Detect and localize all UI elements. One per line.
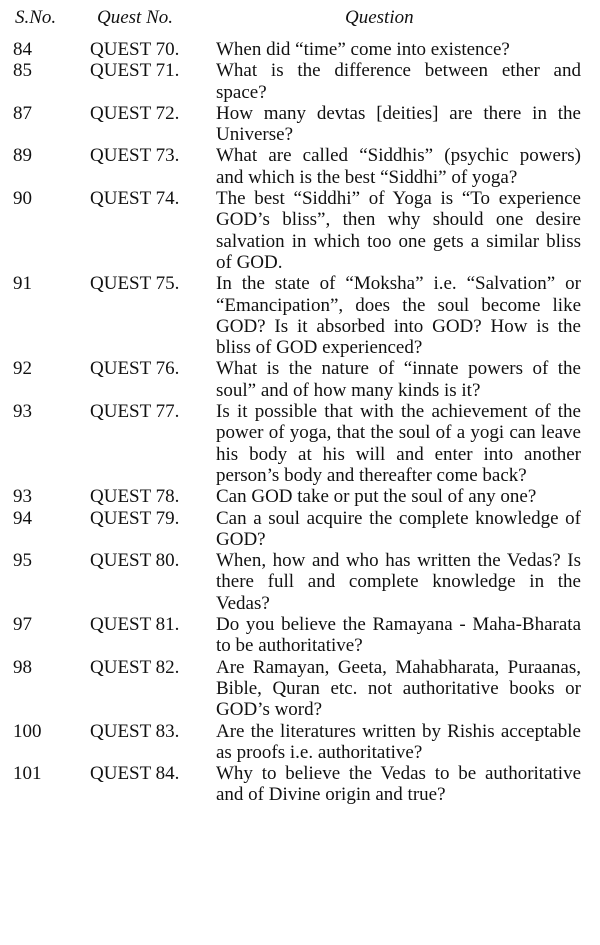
table-row bbox=[0, 103, 600, 146]
question-text: Are Ramayan, Geeta, Mahabharata, Puraanas, Bible, Quran etc. not authoritative books or GOD’s word? bbox=[216, 656, 581, 721]
quest-number: QUEST 77. bbox=[90, 401, 180, 423]
question-text: Are the literatures written by Rishis acceptable as proofs i.e. authoritative? bbox=[216, 720, 581, 763]
question-text: In the state of “Moksha” i.e. “Salvation” or “Emancipation”, does the soul become like GOD? Is it absorbed into GOD? How is the bliss of GOD experienced? bbox=[216, 273, 581, 359]
table-row bbox=[0, 358, 600, 401]
question-list bbox=[0, 39, 600, 806]
page-number: 91 bbox=[13, 273, 32, 295]
page-number: 89 bbox=[13, 145, 32, 167]
question-text: Can GOD take or put the soul of any one? bbox=[216, 486, 537, 508]
table-row bbox=[0, 550, 600, 614]
table-row bbox=[0, 273, 600, 358]
page-number: 95 bbox=[13, 550, 32, 572]
quest-number: QUEST 83. bbox=[90, 720, 180, 742]
page-number: 93 bbox=[13, 486, 32, 508]
quest-number: QUEST 76. bbox=[90, 358, 180, 380]
question-text: What is the difference between ether and space? bbox=[216, 60, 581, 103]
question-text: The best “Siddhi” of Yoga is “To experience GOD’s bliss”, then why should one desire salvation in which too one gets a similar bliss of GOD. bbox=[216, 188, 581, 273]
question-text: Is it possible that with the achievement of the power of yoga, that the soul of a yogi can leave his body at his will and enter into another person’s body and thereafter come back? bbox=[216, 401, 581, 486]
table-row bbox=[0, 188, 600, 273]
page-number: 87 bbox=[13, 102, 32, 124]
question-text: What is the nature of “innate powers of the soul” and of how many kinds is it? bbox=[216, 358, 581, 401]
quest-number: QUEST 71. bbox=[90, 60, 180, 82]
page-number: 84 bbox=[13, 39, 32, 60]
quest-number: QUEST 73. bbox=[90, 145, 180, 167]
table-row bbox=[0, 39, 600, 60]
page-number: 85 bbox=[13, 60, 32, 82]
question-text: Why to believe the Vedas to be authoritative and of Divine origin and true? bbox=[216, 763, 581, 806]
table-row bbox=[0, 60, 600, 103]
page-number: 98 bbox=[13, 656, 32, 678]
question-text: What are called “Siddhis” (psychic powers) and which is the best “Siddhi” of yoga? bbox=[216, 145, 581, 188]
quest-number: QUEST 75. bbox=[90, 273, 180, 295]
table-row bbox=[0, 763, 600, 806]
page-number: 93 bbox=[13, 401, 32, 423]
quest-number: QUEST 79. bbox=[90, 507, 180, 529]
header-sno: S.No. bbox=[15, 7, 57, 28]
page-number: 90 bbox=[13, 188, 32, 210]
question-text: How many devtas [deities] are there in the Universe? bbox=[216, 102, 581, 146]
quest-number: QUEST 80. bbox=[90, 550, 180, 572]
question-text: Do you believe the Ramayana - Maha-Bharata to be authoritative? bbox=[216, 614, 581, 657]
table-row bbox=[0, 508, 600, 551]
table-row bbox=[0, 614, 600, 657]
table-row bbox=[0, 657, 600, 721]
quest-number: QUEST 70. bbox=[90, 39, 180, 60]
page-number: 94 bbox=[13, 507, 32, 529]
header-quest-no: Quest No. bbox=[97, 7, 173, 28]
question-text: When did “time” come into existence? bbox=[216, 39, 510, 60]
page-number: 101 bbox=[13, 763, 42, 785]
quest-number: QUEST 72. bbox=[90, 102, 180, 124]
quest-number: QUEST 82. bbox=[90, 656, 180, 678]
quest-number: QUEST 81. bbox=[90, 614, 180, 636]
page-number: 97 bbox=[13, 614, 32, 636]
table-row bbox=[0, 145, 600, 188]
quest-number: QUEST 78. bbox=[90, 486, 180, 508]
table-row bbox=[0, 401, 600, 486]
question-text: When, how and who has written the Vedas? Is there full and complete knowledge in the Vedas? bbox=[216, 550, 581, 614]
quest-number: QUEST 84. bbox=[90, 763, 180, 785]
page-number: 92 bbox=[13, 358, 32, 380]
question-text: Can a soul acquire the complete knowledge of GOD? bbox=[216, 507, 581, 550]
table-row bbox=[0, 721, 600, 764]
page-number: 100 bbox=[13, 720, 42, 742]
table-row bbox=[0, 486, 600, 507]
quest-number: QUEST 74. bbox=[90, 188, 180, 210]
header-question: Question bbox=[345, 7, 414, 28]
